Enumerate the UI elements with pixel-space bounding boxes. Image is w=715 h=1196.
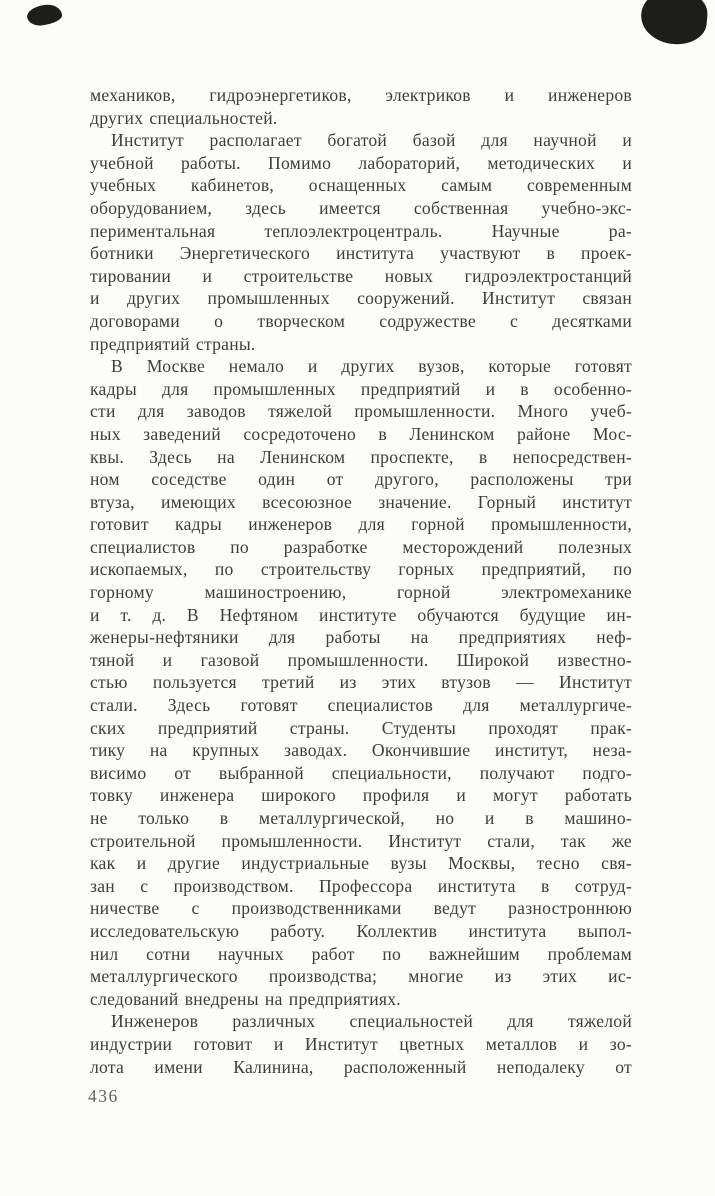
- ink-smudge-top-right: [639, 0, 709, 47]
- body-text: [90, 84, 632, 1078]
- text-line: лота имени Калинина, расположенный неподалеку от: [90, 1056, 632, 1077]
- text-line: кадры для промышленных предприятий и в особенно-: [90, 378, 632, 399]
- text-line: сти для заводов тяжелой промышленности. Много учеб-: [90, 401, 632, 422]
- text-line: специалистов по разработке месторождений полезных: [90, 536, 632, 557]
- text-line: квы. Здесь на Ленинском проспекте, в непосредствен-: [90, 446, 632, 467]
- text-line: женеры-нефтяники для работы на предприятиях неф-: [90, 627, 632, 648]
- text-line: периментальная теплоэлектроцентраль. Научные ра-: [90, 220, 632, 241]
- text-line: тику на крупных заводах. Окончившие институт, неза-: [90, 740, 632, 761]
- ink-smudge-top-left: [26, 3, 63, 27]
- page-number: 436: [88, 1086, 119, 1106]
- text-line: ископаемых, по строительству горных предприятий, по: [90, 559, 632, 580]
- text-line: тяной и газовой промышленности. Широкой известно-: [90, 649, 632, 670]
- text-line: стали. Здесь готовят специалистов для металлургиче-: [90, 695, 632, 716]
- text-line: оборудованием, здесь имеется собственная учебно-экс-: [90, 197, 632, 218]
- text-line: Институт располагает богатой базой для научной и: [111, 130, 632, 151]
- text-line: ских предприятий страны. Студенты проходят прак-: [90, 717, 632, 738]
- text-line: зан с производством. Профессора института в сотруд-: [90, 875, 632, 896]
- text-line: исследовательскую работу. Коллектив института выпол-: [90, 920, 632, 941]
- text-line: ничестве с производственниками ведут разностроннюю: [90, 898, 632, 919]
- text-line: учебных кабинетов, оснащенных самым современным: [90, 175, 632, 196]
- text-line: нил сотни научных работ по важнейшим проблемам: [90, 943, 632, 964]
- text-line: предприятий страны.: [90, 333, 256, 354]
- text-line: ботники Энергетического института участвуют в проек-: [90, 243, 632, 264]
- text-line: не только в металлургической, но и в машино-: [90, 808, 632, 828]
- text-line: договорами о творческом содружестве с десятками: [90, 310, 632, 331]
- text-line: горному машиностроению, горной электромеханике: [90, 582, 632, 603]
- text-line: строительной промышленности. Институт стали, так же: [90, 830, 632, 851]
- text-line: учебной работы. Помимо лабораторий, методических и: [90, 152, 632, 173]
- text-line: готовит кадры инженеров для горной промышленности,: [90, 514, 632, 535]
- text-line: ном соседстве один от другого, расположены три: [90, 469, 632, 490]
- text-line: механиков, гидроэнергетиков, электриков и инженеров: [90, 85, 632, 105]
- text-line: В Москве немало и других вузов, которые готовят: [111, 356, 632, 377]
- text-line: и других промышленных сооружений. Институт связан: [90, 288, 632, 309]
- text-line: висимо от выбранной специальности, получают подго-: [90, 762, 632, 783]
- text-line: и т. д. В Нефтяном институте обучаются будущие ин-: [90, 604, 632, 625]
- text-line: других специальностей.: [90, 107, 278, 128]
- text-line: как и другие индустриальные вузы Москвы, тесно свя-: [90, 853, 632, 874]
- text-line: втуза, имеющих всесоюзное значение. Горный институт: [90, 491, 632, 512]
- text-line: товку инженера широкого профиля и могут работать: [90, 785, 632, 806]
- text-line: ных заведений сосредоточено в Ленинском районе Мос-: [90, 423, 632, 444]
- text-line: индустрии готовит и Институт цветных металлов и зо-: [90, 1033, 632, 1054]
- text-line: стью пользуется третий из этих втузов — Институт: [90, 672, 632, 693]
- text-line: металлургического производства; многие из этих ис-: [90, 966, 632, 987]
- text-line: Инженеров различных специальностей для тяжелой: [111, 1011, 632, 1032]
- text-line: следований внедрены на предприятиях.: [90, 988, 401, 1009]
- text-line: тировании и строительстве новых гидроэлектростанций: [90, 265, 632, 286]
